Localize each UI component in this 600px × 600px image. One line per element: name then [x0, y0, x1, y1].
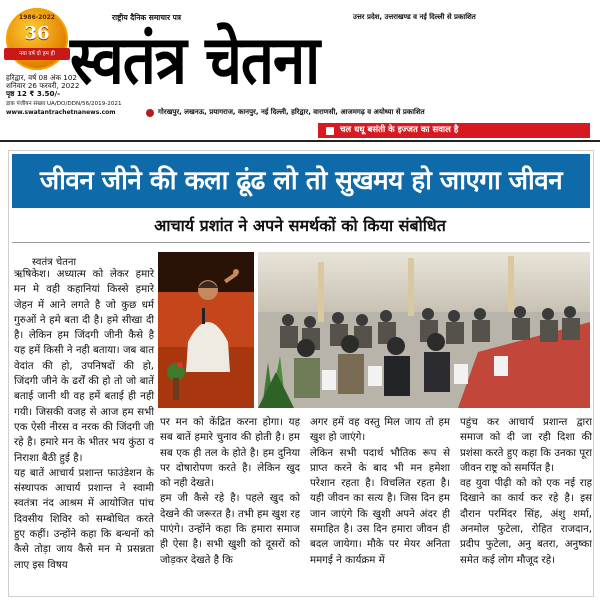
- badge-years: 1986-2022: [19, 14, 55, 21]
- location-pin-icon: [146, 109, 154, 117]
- date-line: शनिवार 26 फरवरी, 2022: [6, 81, 80, 90]
- cities-text: गोरखपुर, लखनऊ, प्रयागराज, कानपुर, नई दिल्ली, हरिद्वार, वाराणसी, आजमगढ़ व अयोध्या से प्रकाशित: [158, 108, 425, 116]
- slogan-mark-icon: [326, 127, 334, 135]
- badge-ribbon: नया वर्ष दो हम ही: [4, 48, 70, 60]
- audience-illustration: [258, 252, 590, 408]
- anniversary-badge: [6, 8, 68, 70]
- speaker-photo: [158, 252, 254, 408]
- article-subheadline: आचार्य प्रशांत ने अपने समर्थकों को किया संबोधित: [154, 216, 446, 235]
- newspaper-title: स्वतंत्र चेतना: [70, 20, 320, 100]
- article-column-3: अगर हमें वह वस्तु मिल जाय तो हम खुश हो जाएंगे। लेकिन सभी पदार्थ भौतिक रूप से प्राप्त करने के बाद भी मन हमेशा परेशान रहता है। विचलित रहता है। यही जीवन का सत्य है। जिस दिन हम जान जाएंगे कि खुशी अपने अंदर ही समाहित है। उस दिन हमारा जीवन ही बदल जायेगा। मौके पर मेयर अनिता ममगई ने कार्यक्रम में: [310, 417, 450, 566]
- audience-photo: [258, 252, 590, 408]
- subhead-divider: [12, 242, 590, 243]
- article-headline: जीवन जीने की कला ढूंढ लो तो सुखमय हो जाएगा जीवन: [12, 154, 590, 208]
- website: www.swatantrachetnanews.com: [6, 109, 116, 116]
- article-column-4: पहुंच कर आचार्य प्रशान्त द्वारा समाज को दी जा रही दिशा की प्रशंसा करते हुए कहा कि उनका पूरा जीवन राष्ट्र को समर्पित है। वह युवा पीढ़ी को को एक नई राह दिखाने का कार्य कर रहे है। इस दौरान परमिंदर सिंह, अंशु शर्मा, अनमोल फुटेला, रोहित राजदान, प्रदीप फुटेला, अनु बतरा, अनुष्का समेत कई लोग मौजूद रहे।: [460, 417, 592, 566]
- byline: स्वतंत्र चेतना: [32, 257, 77, 268]
- article-column-2: पर मन को केंद्रित करना होगा। यह सब बातें हमारे चुनाव की होती है। हम सब एक ही तल के होते है। हम दुनिया पर दोषारोपण करते है। लेकिन खुद को नही देखते। हम जी कैसे रहे है। पहले खुद को देखने की जरूरत है। तभी हम खुश रह पाएंगे। उन्होंने कहा कि हमारा समाज ही ऐसा है। सभी खुशी को दूसरों को जोड़कर देखते है कि: [160, 417, 300, 566]
- location-line: हरिद्वार, वर्ष 08 अंक 102: [6, 73, 78, 82]
- slogan-bar: चल धधू बसंती के इज्जत का सवाल है: [318, 123, 590, 138]
- pages-price: पृष्ठ 12 ₹ 3.50/-: [6, 89, 61, 98]
- tagline: राष्ट्रीय दैनिक समाचार पत्र: [112, 13, 182, 22]
- editions-line: उत्तर प्रदेश, उत्तराखण्ड व नई दिल्ली से प्रकाशित: [353, 13, 476, 21]
- masthead-divider: [0, 140, 600, 142]
- article-column-1: ऋषिकेश। अध्यात्म को लेकर हमारे मन मे वही कहानियां किस्से हमारे जेहन में आने लगते है जो कुछ धर्म गुरुओं ने हमे बता दी है। हमे सीखा दी है। लेकिन हम जिंदगी जीनी कैसे है यह हमें किसी ने नही बताया। जब बात वेदांत की हो, उपनिषदों की हो, जिंदगी जीने के ढर्रों की हो तो जो बातें बताई जानी थी वह हमें बताई ही नही गयी। जिसकी वजह से आज हम सभी एक ऐसी नीरस व नरक की जिंदगी जी रहे है। हमारे मन के भीतर भय कुंठा व निराशा बैठी हुई है। यह बातें आचार्य प्रशान्त फाउंडेशन के संस्थापक आचार्य प्रशान्त ने स्वामी स्वतंत्रा नंद आश्रम में आयोजित पांच दिवसीय शिविर को सम्बोधित करते हुए कहीं। उन्होंने कहा कि बन्धनों को कैसे तोड़ा जाय कैसे मन मे प्रसन्नता लाए इस विषय: [14, 269, 154, 571]
- cities-bar: [140, 106, 590, 119]
- badge-number: 36: [24, 23, 50, 44]
- speaker-illustration: [158, 252, 254, 408]
- registration-number: डाक पंजीयन संख्या UA/DO/DDN/56/2019-2021: [6, 101, 122, 107]
